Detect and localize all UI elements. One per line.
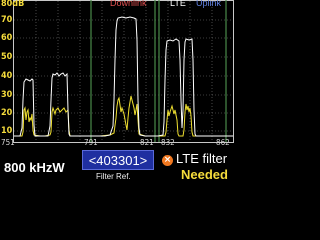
lte-filter-label: LTE filter <box>176 151 228 166</box>
plot-frame <box>14 1 234 143</box>
x-tick-791: 791 <box>84 138 98 147</box>
filter-id-field[interactable]: <403301> <box>82 150 154 170</box>
band-label-lte: LTE <box>170 0 186 8</box>
y-tick-60: 60 <box>1 33 13 43</box>
level-unit-label: 80dB <box>1 0 25 9</box>
rbw-readout: 800 kHzW <box>4 160 65 175</box>
y-tick-50: 50 <box>1 52 13 62</box>
band-label-uplink: Uplink <box>196 0 222 8</box>
live-trace <box>14 96 233 136</box>
band-label-downlink: Downlink <box>110 0 147 8</box>
x-tick-862: 862 <box>216 138 230 147</box>
y-tick-30: 30 <box>1 90 13 100</box>
close-icon[interactable]: × <box>163 155 172 165</box>
horizontal-grid <box>14 20 233 131</box>
band-markers <box>91 0 226 142</box>
y-tick-20: 20 <box>1 108 13 118</box>
status-needed: Needed <box>181 167 228 182</box>
x-tick-821: 821 <box>140 138 154 147</box>
spectrum-plot <box>0 0 234 148</box>
x-tick-751: 751 <box>1 138 15 147</box>
filter-ref-label: Filter Ref. <box>96 172 131 181</box>
x-tick-832: 832 <box>161 138 175 147</box>
y-tick-70: 70 <box>1 15 13 25</box>
y-tick-40: 40 <box>1 71 13 81</box>
y-tick-10: 10 <box>1 126 13 136</box>
max-hold-trace <box>14 17 233 136</box>
vertical-grid <box>36 1 212 142</box>
